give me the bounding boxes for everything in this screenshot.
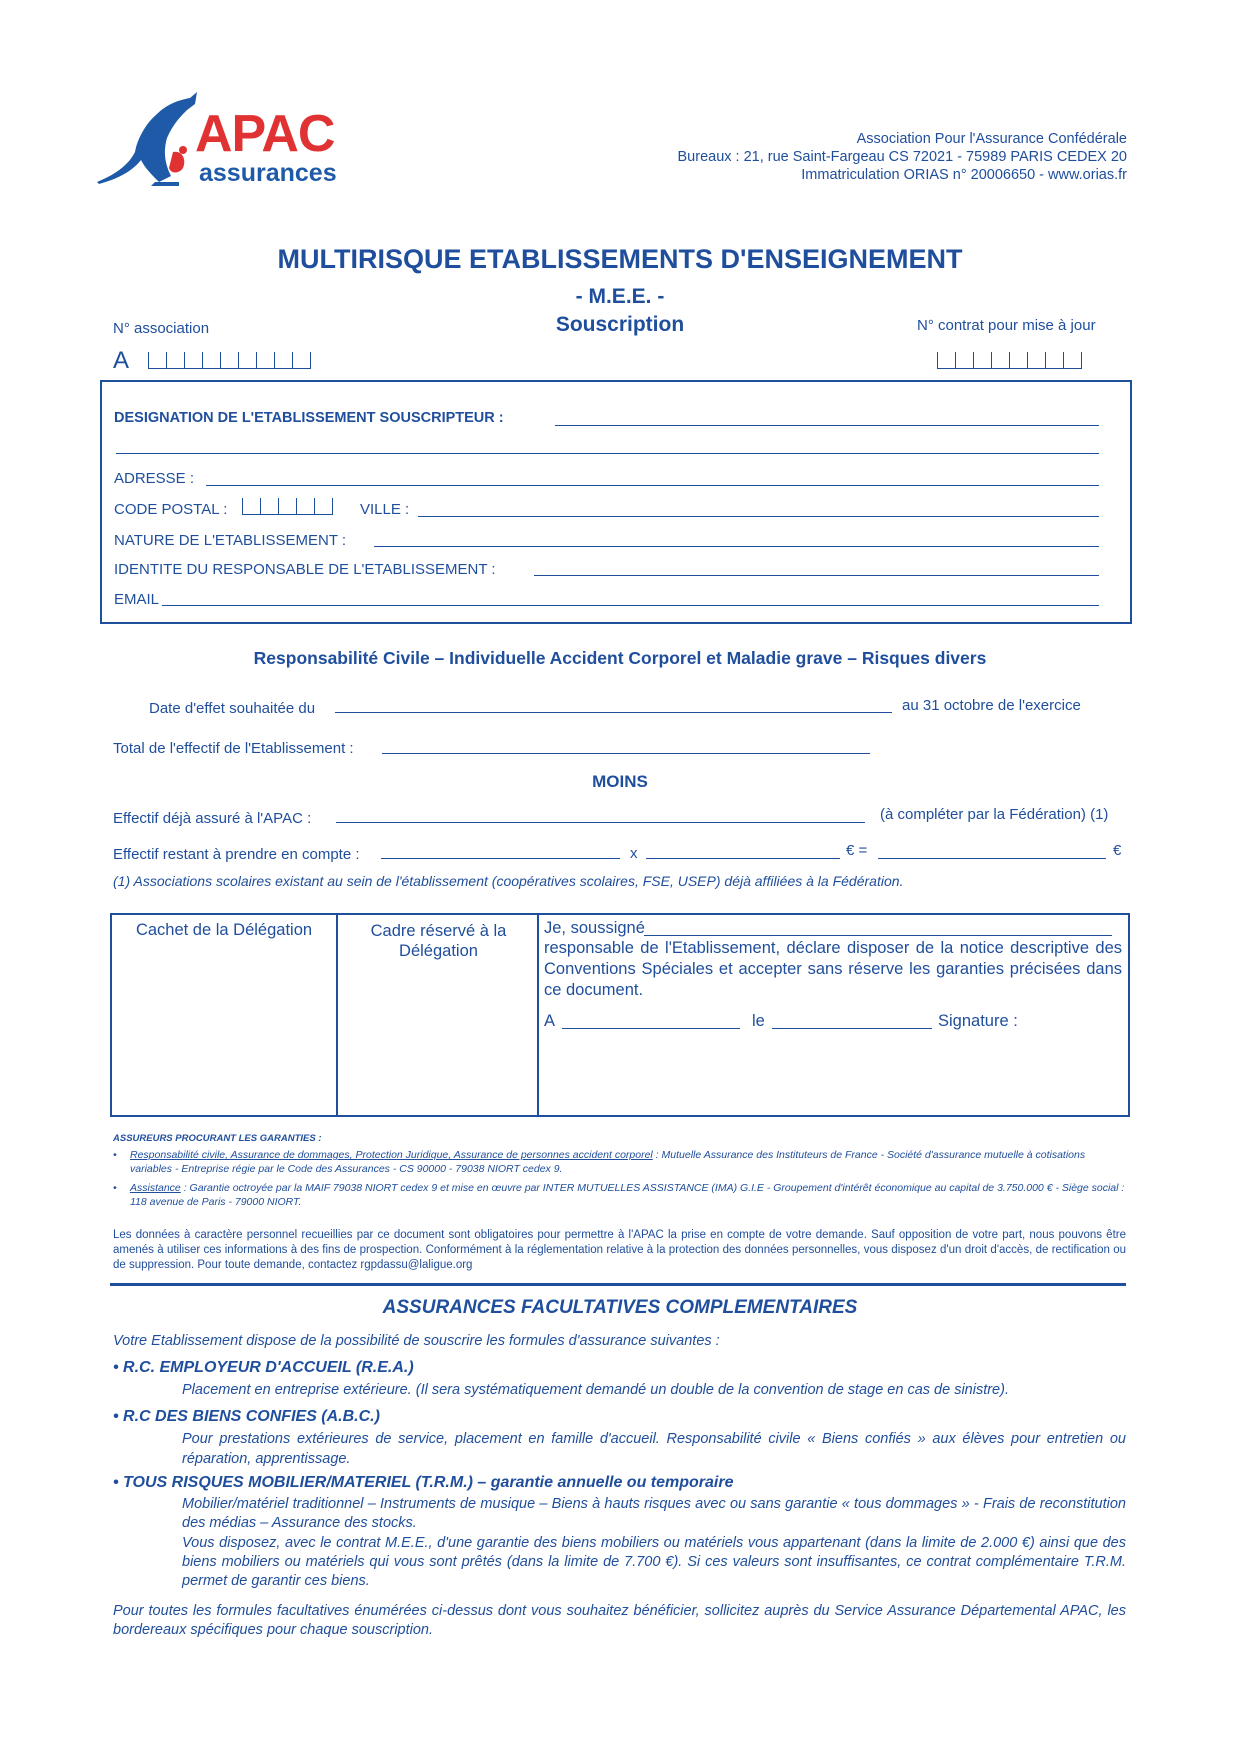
rea-title: • R.C. EMPLOYEUR D'ACCUEIL (R.E.A.) (113, 1359, 414, 1376)
page-acronym: - M.E.E. - (575, 285, 665, 308)
association-number-field[interactable] (148, 352, 311, 369)
declaration-text: responsable de l'Etablissement, déclare disposer de la notice descriptive des Conventions Spéciales et accepter sans réserve les garanties précisées dans ce document. (544, 939, 1122, 999)
city-label: VILLE : (360, 501, 410, 518)
designation-line-1[interactable] (555, 425, 1099, 426)
address-field[interactable] (206, 485, 1099, 486)
association-number-label: N° association (113, 320, 210, 337)
insurers-item-1-text: : Mutuelle Assurance des Instituteurs de France - Société d'assurance mutuelle à cotisations variables - Entreprise régie par le Code des Assurances - CS 90000 - 79038 NIORT cedex 9. (130, 1149, 1086, 1175)
place-field[interactable] (562, 1028, 740, 1029)
place-label: A (544, 1012, 556, 1030)
logo-sub-text: assurances (199, 159, 337, 187)
divider-1 (336, 915, 338, 1115)
gdpr-notice: Les données à caractère personnel recueillies par ce document sont obligatoires pour permettre à l'APAC la prise en compte de votre demande. Sauf opposition de votre part, nous pouvons être amenés à utiliser ces informations à des fins de prospection. Conformément à la réglementation relative à la protection des données personnelles, vous disposez d'un droit d'accès, de rectification ou de suppression. Pour toute demande, contactez rgpdassu@laligue.org (113, 1229, 1126, 1271)
postal-code-field[interactable] (242, 498, 333, 515)
postal-code-label: CODE POSTAL : (114, 501, 228, 518)
footnote-1: (1) Associations scolaires existant au sein de l'établissement (coopératives scolaires, FSE, USEP) déjà affiliées à la Fédération. (113, 873, 904, 889)
org-orias: Immatriculation ORIAS n° 20006650 - www.orias.fr (801, 167, 1127, 183)
insurers-item-1-link[interactable]: Responsabilité civile, Assurance de dommages, Protection Juridique, Assurance de personnes accident corporel (130, 1149, 653, 1161)
association-prefix: A (113, 347, 130, 374)
already-insured-suffix: (à compléter par la Fédération) (1) (880, 806, 1109, 823)
already-insured-field[interactable] (336, 822, 865, 823)
bullet-icon: • (113, 1149, 117, 1161)
rea-text: Placement en entreprise extérieure. (Il sera systématiquement demandé un double de la convention de stage en cas de sinistre). (182, 1382, 1009, 1398)
apac-logo (95, 90, 385, 200)
responsible-label: IDENTITE DU RESPONSABLE DE L'ETABLISSEMENT : (114, 561, 496, 578)
optional-intro: Votre Etablissement dispose de la possibilité de souscrire les formules d'assurance suivantes : (113, 1333, 720, 1349)
times-sign: x (630, 845, 638, 862)
page-title: MULTIRISQUE ETABLISSEMENTS D'ENSEIGNEMENT (277, 244, 963, 274)
nature-field[interactable] (374, 546, 1099, 547)
abc-text: Pour prestations extérieures de service, placement en famille d'accueil. Responsabilité civile « Biens confiés » aux élèves pour entretien ou réparation, apprentissage. (182, 1431, 1126, 1467)
date-label: le (752, 1012, 765, 1030)
page-subtitle: Souscription (555, 313, 685, 336)
already-insured-label: Effectif déjà assuré à l'APAC : (113, 810, 312, 827)
designation-line-2[interactable] (116, 453, 1099, 454)
moins-label: MOINS (592, 772, 648, 791)
effective-date-field[interactable] (335, 712, 892, 713)
contract-number-field[interactable] (937, 352, 1082, 369)
designation-box (100, 380, 1132, 624)
optional-title: ASSURANCES FACULTATIVES COMPLEMENTAIRES (382, 1297, 858, 1318)
address-label: ADRESSE : (114, 470, 195, 487)
org-address: Bureaux : 21, rue Saint-Fargeau CS 72021 - 75989 PARIS CEDEX 20 (677, 149, 1127, 165)
euro-sign: € (1113, 842, 1122, 859)
insurers-item-1 (113, 1148, 1126, 1176)
responsible-field[interactable] (534, 575, 1099, 576)
undersigned-field[interactable] (644, 935, 1112, 936)
insurers-item-2-text: : Garantie octroyée par la MAIF 79038 NIORT cedex 9 et mise en œuvre par INTER MUTUELLES ASSISTANCE (IMA) G.I.E - Groupement d'intérêt économique au capital de 3.750.000 € - Siège social : 118 avenue de Paris - 79000 NIORT. (130, 1182, 1125, 1208)
city-field[interactable] (418, 516, 1099, 517)
signature-label: Signature : (938, 1012, 1018, 1030)
logo-main-text: APAC (195, 105, 335, 163)
insurers-title: ASSUREURS PROCURANT LES GARANTIES : (113, 1133, 322, 1144)
closing-text: Pour toutes les formules facultatives énumérées ci-dessus dont vous souhaitez bénéficier, sollicitez auprès du Service Assurance Départemental APAC, les bordereaux spécifiques pour chaque souscription. (113, 1603, 1126, 1638)
section-title: Responsabilité Civile – Individuelle Accident Corporel et Maladie grave – Risques divers (253, 648, 987, 668)
bullet-icon: • (113, 1182, 117, 1194)
insurers-item-2-link[interactable]: Assistance (130, 1182, 181, 1194)
date-field[interactable] (772, 1028, 932, 1029)
abc-title: • R.C DES BIENS CONFIES (A.B.C.) (113, 1408, 380, 1425)
total-staff-field[interactable] (382, 753, 870, 754)
designation-label: DESIGNATION DE L'ETABLISSEMENT SOUSCRIPTEUR : (114, 410, 504, 426)
email-field[interactable] (162, 605, 1099, 606)
trm-text-1: Mobilier/matériel traditionnel – Instruments de musique – Biens à hauts risques avec ou sans garantie « tous dommages » - Frais de reconstitution des médias – Assurance des stocks. (182, 1496, 1126, 1531)
trm-text-2: Vous disposez, avec le contrat M.E.E., d'une garantie des biens mobiliers ou matériels vous appartenant (dans la limite de 2.000 €) ainsi que des biens mobiliers ou matériels qui vous sont prêtés (dans la limite de 7.700 €). Si ces valeurs sont insuffisantes, ce contrat complémentaire T.R.M. permet de garantir ces biens. (182, 1535, 1126, 1589)
separator (110, 1283, 1126, 1286)
remaining-staff-field[interactable] (381, 858, 620, 859)
insurers-item-2 (113, 1181, 1126, 1209)
unit-price-field[interactable] (646, 858, 840, 859)
divider-2 (537, 915, 539, 1115)
org-info (678, 130, 1128, 184)
trm-title: • TOUS RISQUES MOBILIER/MATERIEL (T.R.M.) – garantie annuelle ou temporaire (113, 1474, 734, 1491)
nature-label: NATURE DE L'ETABLISSEMENT : (114, 532, 347, 549)
kangaroo-icon (95, 90, 205, 200)
remaining-staff-label: Effectif restant à prendre en compte : (113, 846, 360, 863)
effective-date-suffix: au 31 octobre de l'exercice (902, 697, 1081, 714)
total-staff-label: Total de l'effectif de l'Etablissement : (113, 740, 354, 757)
undersigned-label: Je, soussigné (544, 919, 645, 937)
effective-date-label: Date d'effet souhaitée du (149, 700, 316, 717)
euro-equals: € = (846, 842, 868, 859)
contract-number-label: N° contrat pour mise à jour (917, 317, 1096, 334)
signature-box (110, 913, 1130, 1117)
total-amount-field[interactable] (878, 858, 1106, 859)
cadre-label: Cadre réservé à la Délégation (370, 922, 507, 960)
org-name: Association Pour l'Assurance Confédérale (856, 131, 1127, 147)
email-label: EMAIL (114, 591, 160, 608)
cachet-label: Cachet de la Délégation (135, 921, 313, 939)
